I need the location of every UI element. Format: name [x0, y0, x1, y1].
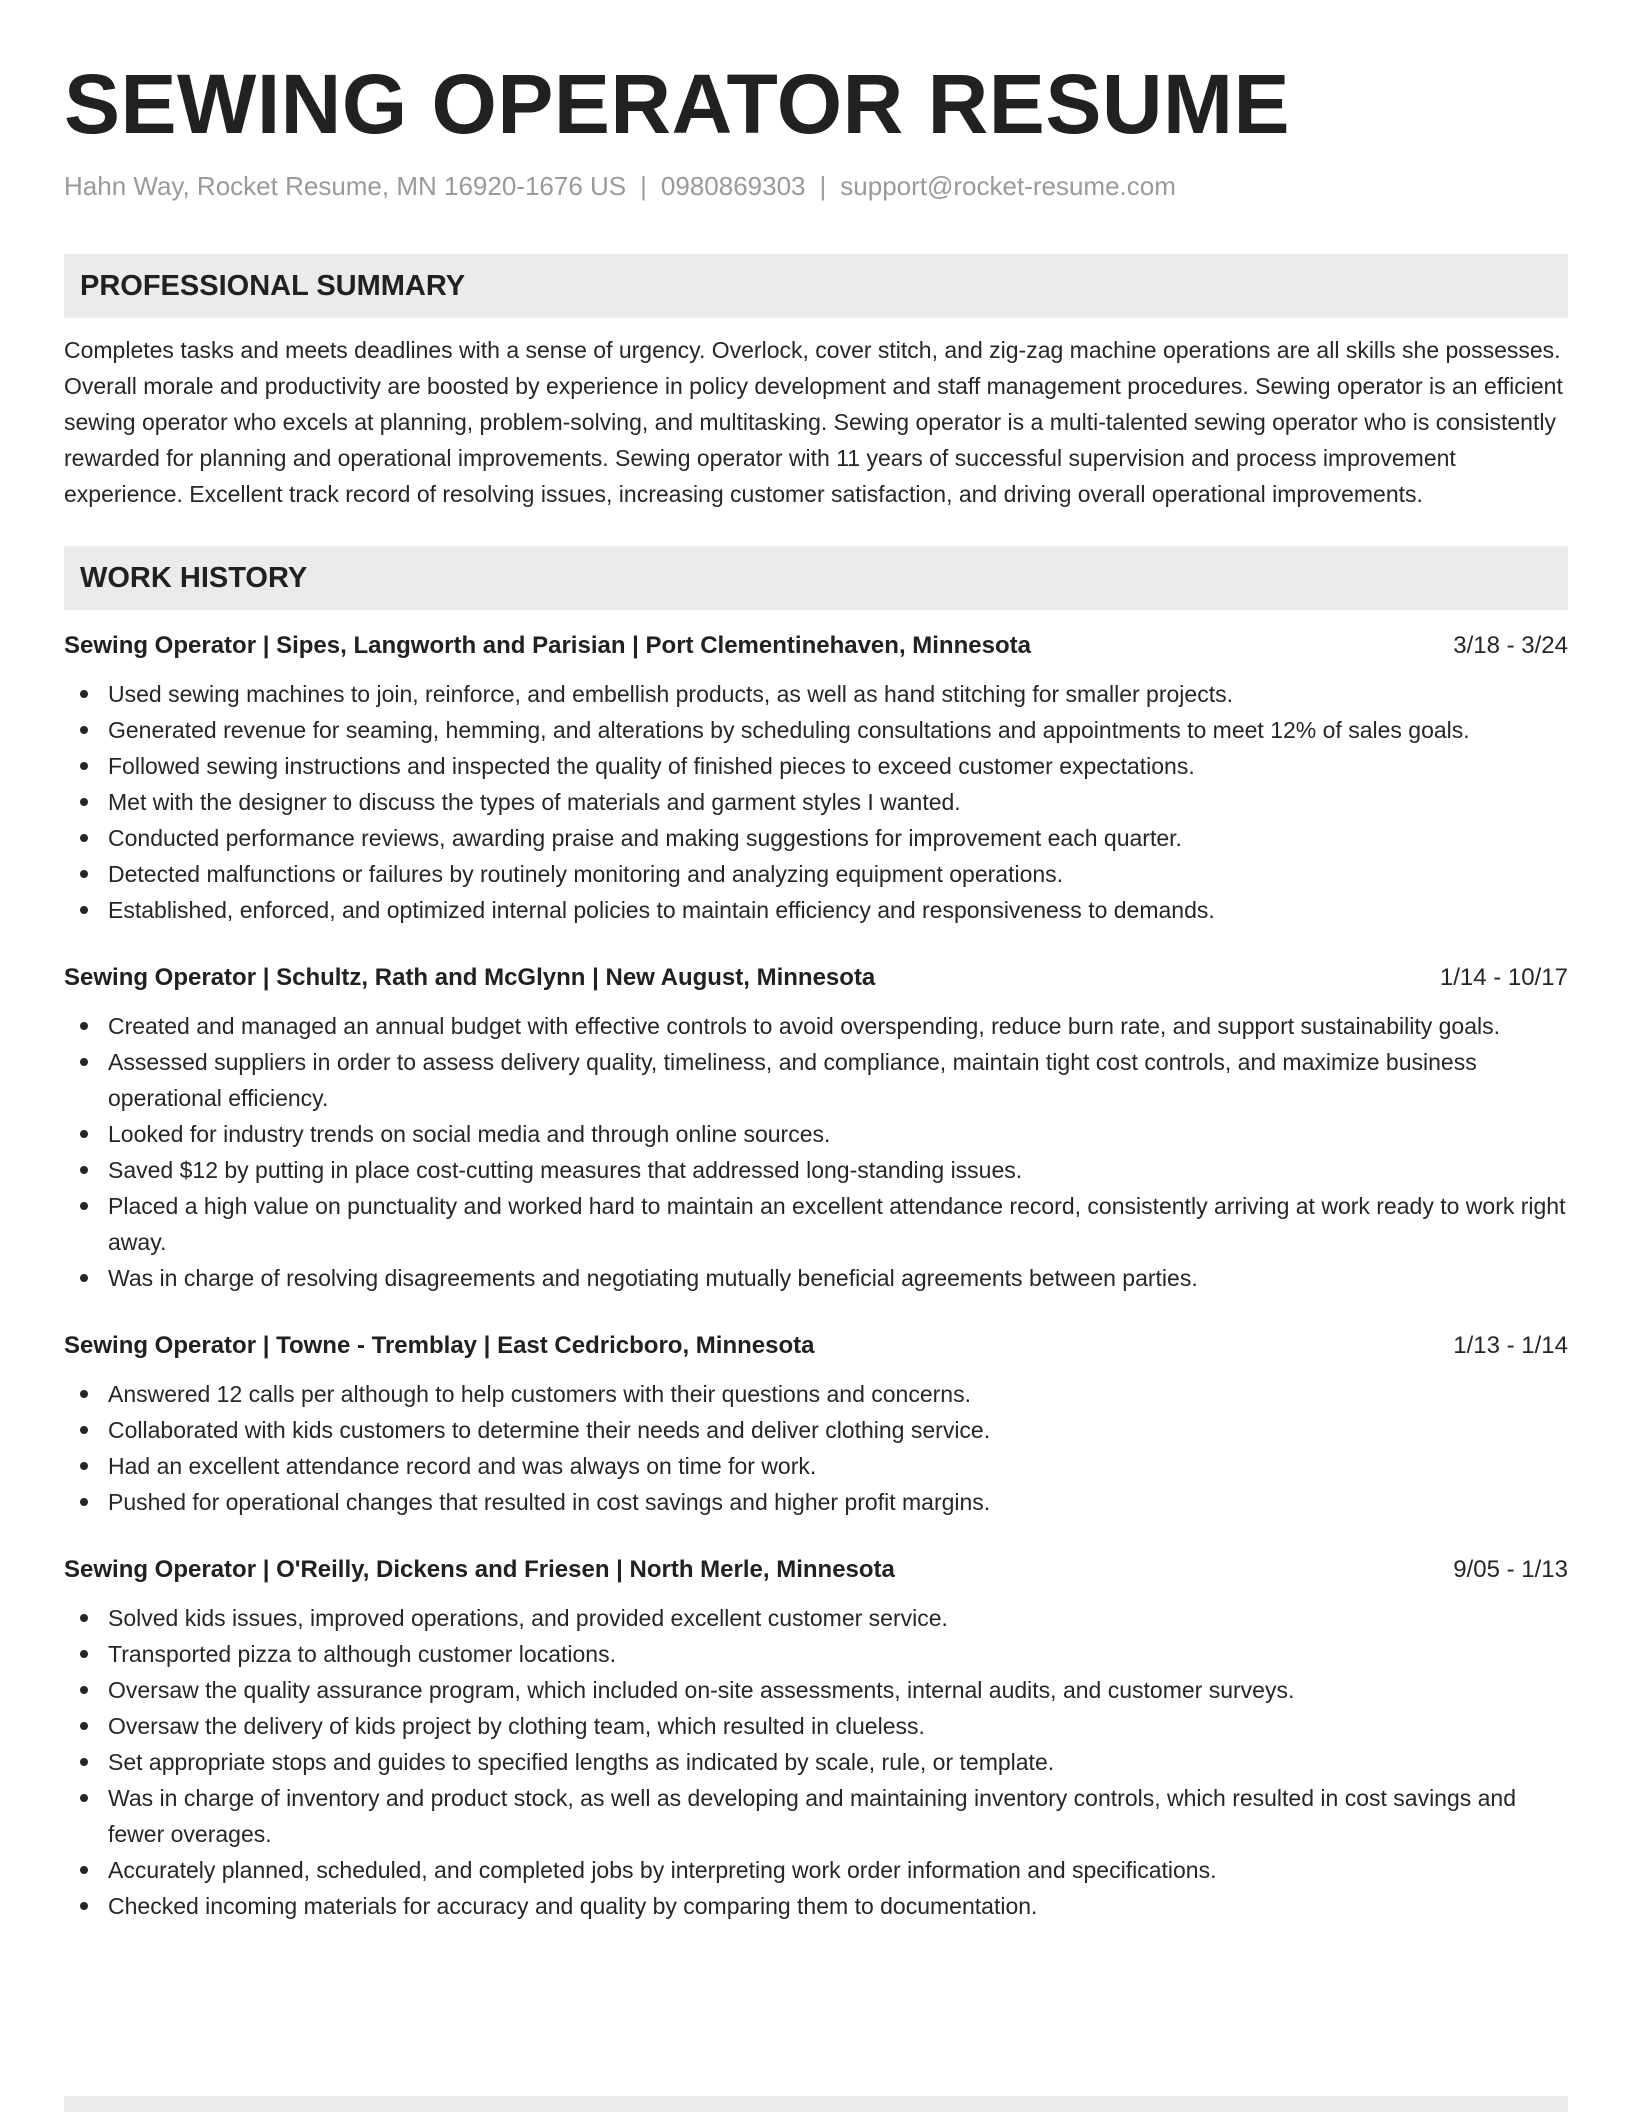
job-bullet: Answered 12 calls per although to help customers with their questions and concerns.: [108, 1376, 1568, 1412]
job-title: Sewing Operator | O'Reilly, Dickens and Friesen | North Merle, Minnesota: [64, 1556, 895, 1583]
job-bullets: [64, 676, 1568, 928]
job-entry: [64, 1330, 1568, 1520]
contact-separator: |: [819, 171, 827, 201]
job-dates: 1/13 - 1/14: [1453, 1332, 1568, 1359]
job-bullet: Followed sewing instructions and inspected the quality of finished pieces to exceed customer expectations.: [108, 748, 1568, 784]
contact-separator: |: [640, 171, 647, 201]
job-dates: 3/18 - 3/24: [1453, 632, 1568, 659]
work-history-heading: WORK HISTORY: [64, 546, 1568, 610]
job-bullet: Used sewing machines to join, reinforce, and embellish products, as well as hand stitching for smaller projects.: [108, 676, 1568, 712]
job-bullet: Pushed for operational changes that resulted in cost savings and higher profit margins.: [108, 1484, 1568, 1520]
job-bullet: Looked for industry trends on social media and through online sources.: [108, 1116, 1568, 1152]
job-bullet: Had an excellent attendance record and was always on time for work.: [108, 1448, 1568, 1484]
job-bullet: Assessed suppliers in order to assess delivery quality, timeliness, and compliance, maintain tight cost controls, and maximize business operational efficiency.: [108, 1044, 1568, 1116]
contact-address: Hahn Way, Rocket Resume, MN 16920-1676 US: [64, 171, 627, 201]
job-title: Sewing Operator | Schultz, Rath and McGlynn | New August, Minnesota: [64, 964, 876, 991]
job-bullets: [64, 1376, 1568, 1520]
next-section-bar: [64, 2096, 1568, 2112]
job-bullet: Created and managed an annual budget with effective controls to avoid overspending, reduce burn rate, and support sustainability goals.: [108, 1008, 1568, 1044]
job-entry: [64, 630, 1568, 928]
job-entry: [64, 1554, 1568, 1924]
job-bullet: Solved kids issues, improved operations, and provided excellent customer service.: [108, 1600, 1568, 1636]
job-bullet: Placed a high value on punctuality and worked hard to maintain an excellent attendance record, consistently arriving at work ready to work right away.: [108, 1188, 1568, 1260]
job-bullet: Transported pizza to although customer locations.: [108, 1636, 1568, 1672]
job-entry: [64, 962, 1568, 1296]
job-bullet: Met with the designer to discuss the types of materials and garment styles I wanted.: [108, 784, 1568, 820]
job-bullet: Accurately planned, scheduled, and completed jobs by interpreting work order information and specifications.: [108, 1852, 1568, 1888]
contact-email: support@rocket-resume.com: [840, 171, 1176, 201]
job-bullet: Oversaw the quality assurance program, which included on-site assessments, internal audits, and customer surveys.: [108, 1672, 1568, 1708]
job-bullet: Saved $12 by putting in place cost-cutting measures that addressed long-standing issues.: [108, 1152, 1568, 1188]
job-header: [64, 1330, 1568, 1362]
job-bullet: Was in charge of inventory and product stock, as well as developing and maintaining inventory controls, which resulted in cost savings and fewer overages.: [108, 1780, 1568, 1852]
contact-line: [64, 170, 1568, 202]
summary-text: Completes tasks and meets deadlines with a sense of urgency. Overlock, cover stitch, and zig-zag machine operations are all skills she possesses. Overall morale and productivity are boosted by experience in policy development and staff management procedures. Sewing operator is an efficient sewing operator who excels at planning, problem-solving, and multitasking. Sewing operator is a multi-talented sewing operator who is consistently rewarded for planning and operational improvements. Sewing operator with 11 years of successful supervision and process improvement experience. Excellent track record of resolving issues, increasing customer satisfaction, and driving overall operational improvements.: [64, 337, 1563, 507]
page-title: SEWING OPERATOR RESUME: [64, 57, 1291, 151]
job-header: [64, 630, 1568, 662]
contact-phone: 0980869303: [660, 171, 806, 201]
job-title: Sewing Operator | Towne - Tremblay | East Cedricboro, Minnesota: [64, 1332, 815, 1359]
job-bullet: Checked incoming materials for accuracy and quality by comparing them to documentation.: [108, 1888, 1568, 1924]
job-bullets: [64, 1008, 1568, 1296]
job-bullet: Was in charge of resolving disagreements and negotiating mutually beneficial agreements between parties.: [108, 1260, 1568, 1296]
job-header: [64, 1554, 1568, 1586]
summary-heading: PROFESSIONAL SUMMARY: [64, 254, 1568, 318]
job-bullet: Set appropriate stops and guides to specified lengths as indicated by scale, rule, or template.: [108, 1744, 1568, 1780]
resume-page: [64, 0, 1568, 1924]
job-bullet: Collaborated with kids customers to determine their needs and deliver clothing service.: [108, 1412, 1568, 1448]
job-dates: 1/14 - 10/17: [1439, 964, 1568, 991]
job-title: Sewing Operator | Sipes, Langworth and Parisian | Port Clementinehaven, Minnesota: [64, 632, 1031, 659]
job-header: [64, 962, 1568, 994]
job-bullet: Generated revenue for seaming, hemming, and alterations by scheduling consultations and appointments to meet 12% of sales goals.: [108, 712, 1568, 748]
job-bullet: Detected malfunctions or failures by routinely monitoring and analyzing equipment operations.: [108, 856, 1568, 892]
job-dates: 9/05 - 1/13: [1453, 1556, 1568, 1583]
job-bullet: Established, enforced, and optimized internal policies to maintain efficiency and responsiveness to demands.: [108, 892, 1568, 928]
job-bullets: [64, 1600, 1568, 1924]
job-bullet: Conducted performance reviews, awarding praise and making suggestions for improvement each quarter.: [108, 820, 1568, 856]
job-bullet: Oversaw the delivery of kids project by clothing team, which resulted in clueless.: [108, 1708, 1568, 1744]
